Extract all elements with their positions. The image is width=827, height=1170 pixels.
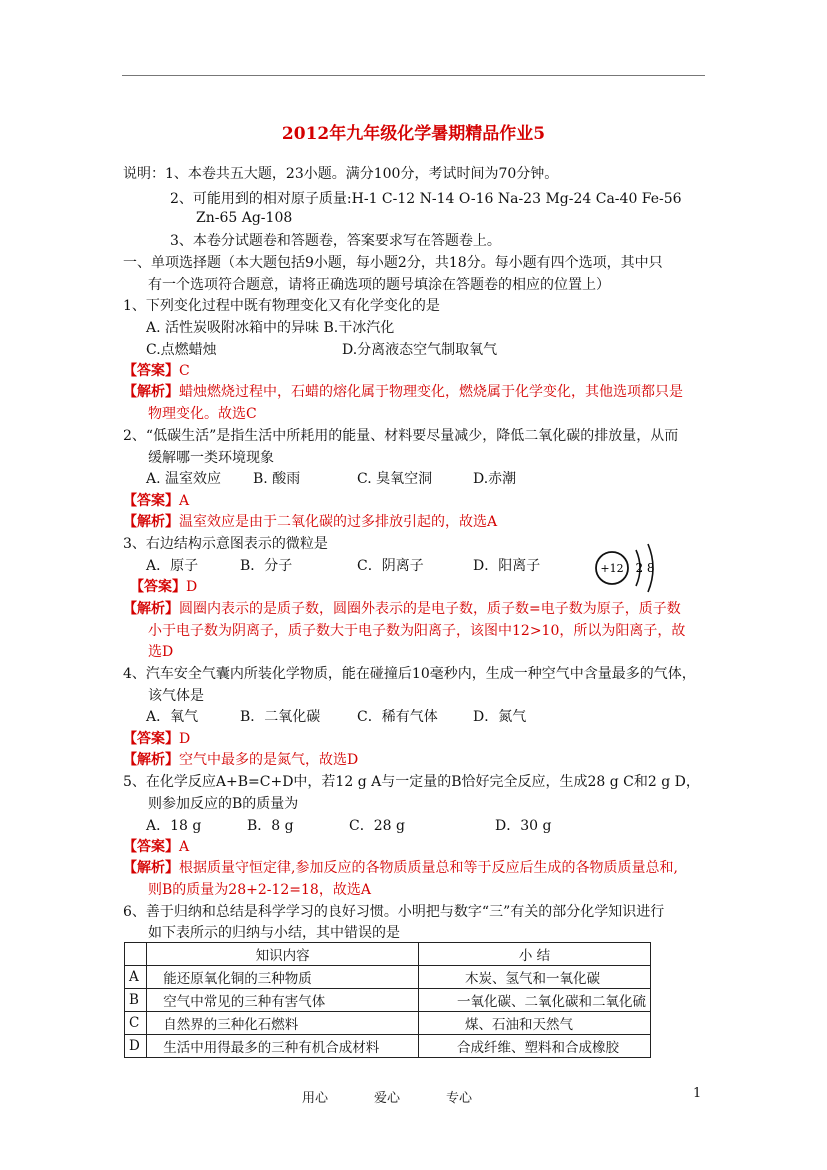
q2-option-d: D.赤潮 [473, 471, 517, 487]
table-cell: D [125, 1035, 147, 1058]
q6-stem: 6、善于归纳和总结是科学学习的良好习惯。小明把与数字“三”有关的部分化学知识进行 [123, 904, 665, 920]
q5-option-a: A．18 g [146, 818, 202, 834]
table-cell: 木炭、氢气和一氧化碳 [419, 966, 651, 989]
q1-answer: 【答案】C [123, 363, 190, 379]
instruction-2-cont: Zn-65 Ag-108 [196, 210, 293, 226]
q5-analysis: 【解析】根据质量守恒定律,参加反应的各物质质量总和等于反应后生成的各物质质量总和, [123, 860, 678, 876]
instruction-1: 说明：1、本卷共五大题，23小题。满分100分，考试时间为70分钟。 [123, 166, 559, 182]
shell-electrons: 2 8 [635, 561, 655, 575]
q1-stem: 1、下列变化过程中既有物理变化又有化学变化的是 [123, 298, 440, 314]
q1-options-ab: A. 活性炭吸附冰箱中的异味 B.干冰汽化 [146, 320, 395, 336]
q1-option-c: C.点燃蜡烛 [146, 342, 217, 358]
table-cell: 能还原氧化铜的三种物质 [147, 966, 419, 989]
q3-answer: 【答案】D [130, 579, 198, 595]
table-cell: 空气中常见的三种有害气体 [147, 989, 419, 1012]
q5-stem-cont: 则参加反应的B的质量为 [148, 796, 299, 812]
table-row [125, 1012, 651, 1035]
footer-text-1: 用心 [302, 1091, 329, 1106]
q5-option-c: C．28 g [349, 818, 405, 834]
q6-stem-cont: 如下表所示的归纳与小结，其中错误的是 [148, 925, 400, 941]
table-cell: A [125, 966, 147, 989]
page-number: 1 [693, 1086, 702, 1101]
section-1-heading-cont: 有一个选项符合题意，请将正确选项的题号填涂在答题卷的相应的位置上） [148, 277, 610, 293]
q4-answer: 【答案】D [123, 731, 191, 747]
q1-analysis: 【解析】蜡烛燃烧过程中，石蜡的熔化属于物理变化，燃烧属于化学变化，其他选项都只是 [123, 384, 683, 400]
table-cell: 生活中用得最多的三种有机合成材料 [147, 1035, 419, 1058]
table-cell: C [125, 1012, 147, 1035]
table-row [125, 989, 651, 1012]
q3-stem: 3、右边结构示意图表示的微粒是 [123, 536, 328, 552]
q4-stem: 4、汽车安全气囊内所装化学物质，能在碰撞后10毫秒内，生成一种空气中含量最多的气体， [123, 666, 696, 682]
q3-option-d: D．阳离子 [473, 558, 541, 574]
instruction-2: 2、可能用到的相对原子质量:H-1 C-12 N-14 O-16 Na-23 Mg-24 Ca-40 Fe-56 [170, 191, 682, 207]
q4-option-a: A．氧气 [146, 709, 199, 725]
q1-analysis-cont: 物理变化。故选C [148, 406, 257, 422]
table-row [125, 966, 651, 989]
table-header-cell: 知识内容 [147, 943, 419, 966]
page-title: 2012年九年级化学暑期精品作业5 [281, 124, 546, 144]
nucleus-charge: +12 [600, 562, 624, 575]
section-1-heading: 一、单项选择题（本大题包括9小题，每小题2分，共18分。每小题有四个选项，其中只 [123, 255, 663, 271]
q4-option-d: D．氮气 [473, 709, 527, 725]
table-cell: 自然界的三种化石燃料 [147, 1012, 419, 1035]
q4-stem-cont: 该气体是 [148, 688, 204, 704]
footer-text-2: 爱心 [374, 1091, 401, 1106]
q2-analysis: 【解析】温室效应是由于二氧化碳的过多排放引起的，故选A [123, 514, 498, 530]
q5-option-b: B．8 g [247, 818, 294, 834]
instruction-3: 3、本卷分试题卷和答题卷，答案要求写在答题卷上。 [170, 233, 501, 249]
q3-option-a: A．原子 [146, 558, 199, 574]
q3-option-b: B．分子 [240, 558, 293, 574]
q5-analysis-cont: 则B的质量为28+2-12=18，故选A [148, 882, 371, 898]
q3-option-c: C．阴离子 [357, 558, 424, 574]
q4-option-c: C．稀有气体 [357, 709, 438, 725]
q5-answer: 【答案】A [123, 839, 190, 855]
table-cell: 合成纤维、塑料和合成橡胶 [419, 1035, 651, 1058]
q2-option-b: B. 酸雨 [253, 471, 301, 487]
summary-table [124, 942, 651, 1058]
table-row [125, 1035, 651, 1058]
q4-analysis: 【解析】空气中最多的是氮气，故选D [123, 752, 359, 768]
table-cell: 一氧化碳、二氧化碳和二氧化硫 [419, 989, 651, 1012]
q2-option-c: C. 臭氧空洞 [357, 471, 433, 487]
q3-analysis: 【解析】圆圈内表示的是质子数，圆圈外表示的是电子数，质子数=电子数为原子，质子数 [123, 601, 681, 617]
q2-option-a: A. 温室效应 [146, 471, 222, 487]
q2-stem-cont: 缓解哪一类环境现象 [148, 450, 274, 466]
q5-stem: 5、在化学反应A+B=C+D中，若12 g A与一定量的B恰好完全反应，生成28 g C和2 g D， [123, 774, 700, 790]
atomic-structure-diagram [588, 540, 668, 596]
q4-option-b: B．二氧化碳 [240, 709, 321, 725]
q1-option-d: D.分离液态空气制取氧气 [342, 342, 498, 358]
footer-text-3: 专心 [446, 1091, 473, 1106]
table-header-row [125, 943, 651, 966]
table-header-cell [125, 943, 147, 966]
table-cell: 煤、石油和天然气 [419, 1012, 651, 1035]
header-rule [122, 75, 705, 76]
table-cell: B [125, 989, 147, 1012]
q2-stem: 2、“低碳生活”是指生活中所耗用的能量、材料要尽量减少，降低二氧化碳的排放量，从而 [123, 428, 679, 444]
q3-analysis-cont: 小于电子数为阴离子，质子数大于电子数为阳离子，该图中12>10，所以为阳离子，故 [148, 623, 686, 639]
q2-answer: 【答案】A [123, 493, 190, 509]
q3-analysis-cont2: 选D [148, 644, 174, 660]
table-header-cell: 小 结 [419, 943, 651, 966]
q5-option-d: D．30 g [495, 818, 552, 834]
